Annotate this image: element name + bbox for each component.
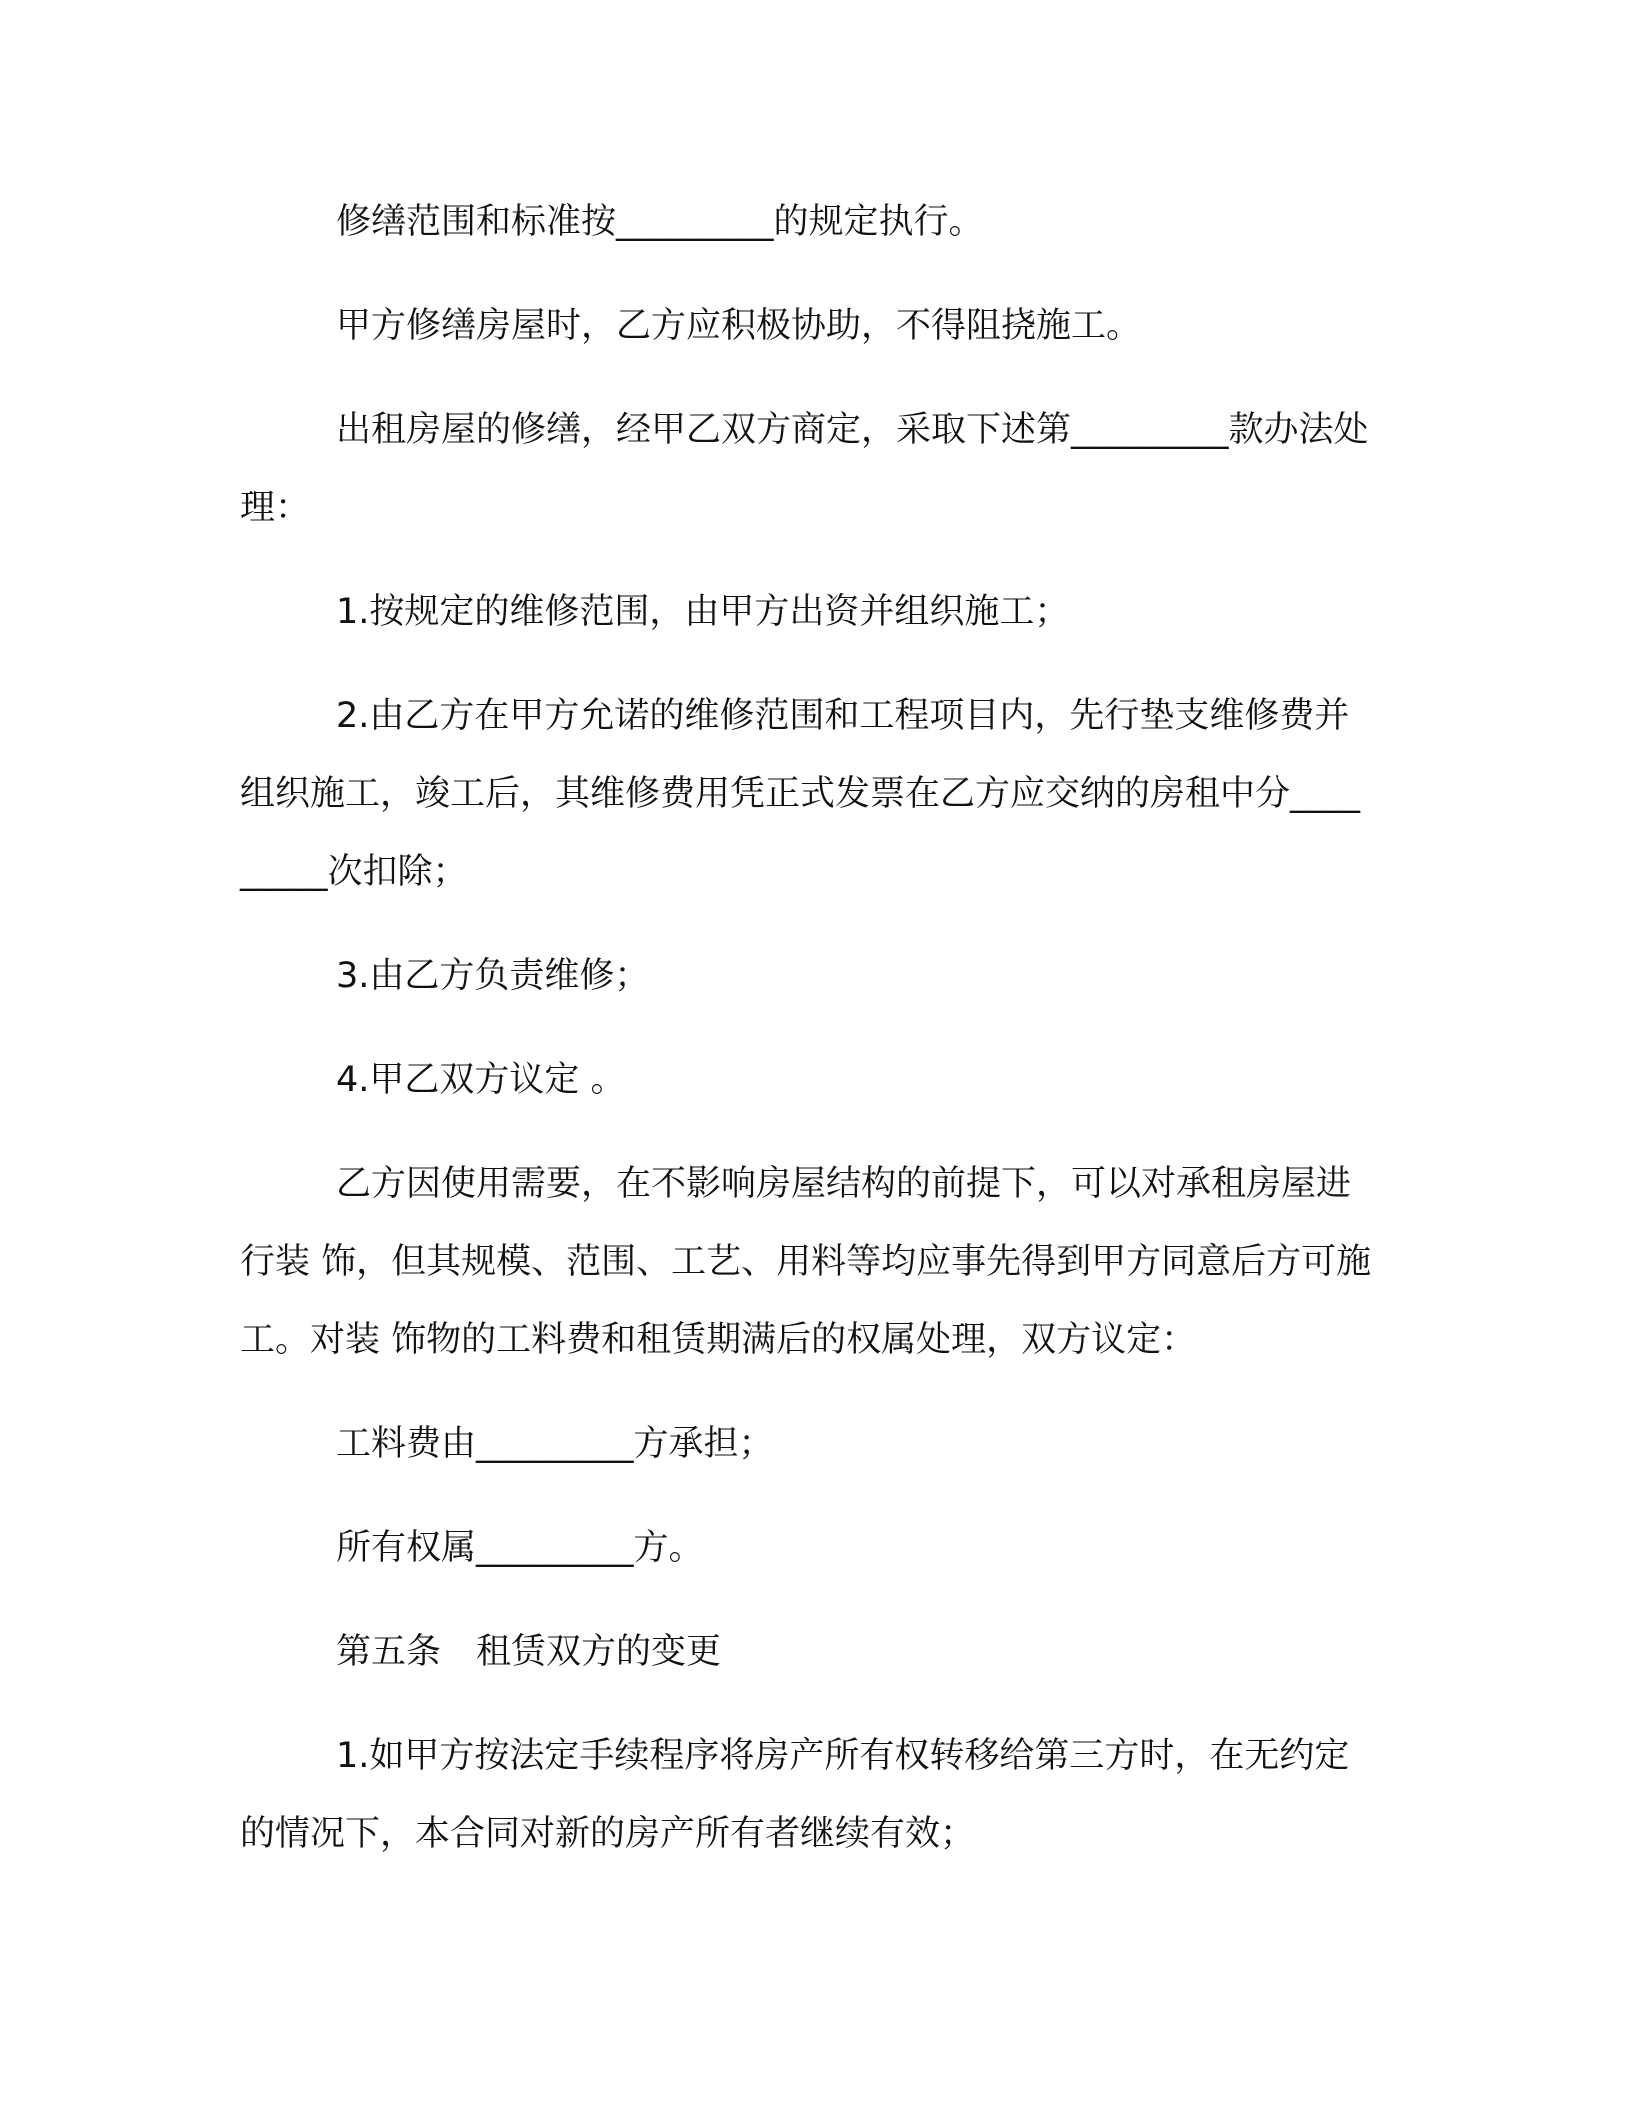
paragraph-option-3: 3.由乙方负责维修； — [336, 956, 650, 996]
paragraph-ownership: 所有权属_________方。 — [336, 1528, 704, 1568]
paragraph-decoration: 乙方因使用需要，在不影响房屋结构的前提下，可以对承租房屋进行装 饰，但其规模、范围、工艺、用料等均应事先得到甲方同意后方可施工。对装 饰物的工料费和租赁期满后的权属处理，双方议定： — [240, 1164, 1372, 1360]
paragraph-material-cost: 工料费由_________方承担； — [336, 1424, 774, 1464]
paragraph-option-4: 4.甲乙双方议定 。 — [336, 1060, 626, 1100]
paragraph-tenant-assist: 甲方修缮房屋时，乙方应积极协助，不得阻挠施工。 — [336, 306, 1142, 346]
paragraph-option-1: 1.按规定的维修范围，由甲方出资并组织施工； — [336, 592, 1070, 632]
paragraph-repair-method: 出租房屋的修缮，经甲乙双方商定，采取下述第_________款办法处理： — [240, 410, 1369, 528]
paragraph-repair-scope: 修缮范围和标准按_________的规定执行。 — [336, 202, 984, 242]
paragraph-ownership-transfer: 1.如甲方按法定手续程序将房产所有权转移给第三方时，在无约定的情况下，本合同对新的房产所有者继续有效； — [240, 1736, 1350, 1854]
section-heading-article-5: 第五条 租赁双方的变更 — [336, 1632, 722, 1672]
paragraph-option-2: 2.由乙方在甲方允诺的维修范围和工程项目内，先行垫支维修费并组织施工，竣工后，其维修费用凭正式发票在乙方应交纳的房租中分_________次扣除； — [240, 696, 1361, 892]
document-body — [240, 183, 1375, 1873]
